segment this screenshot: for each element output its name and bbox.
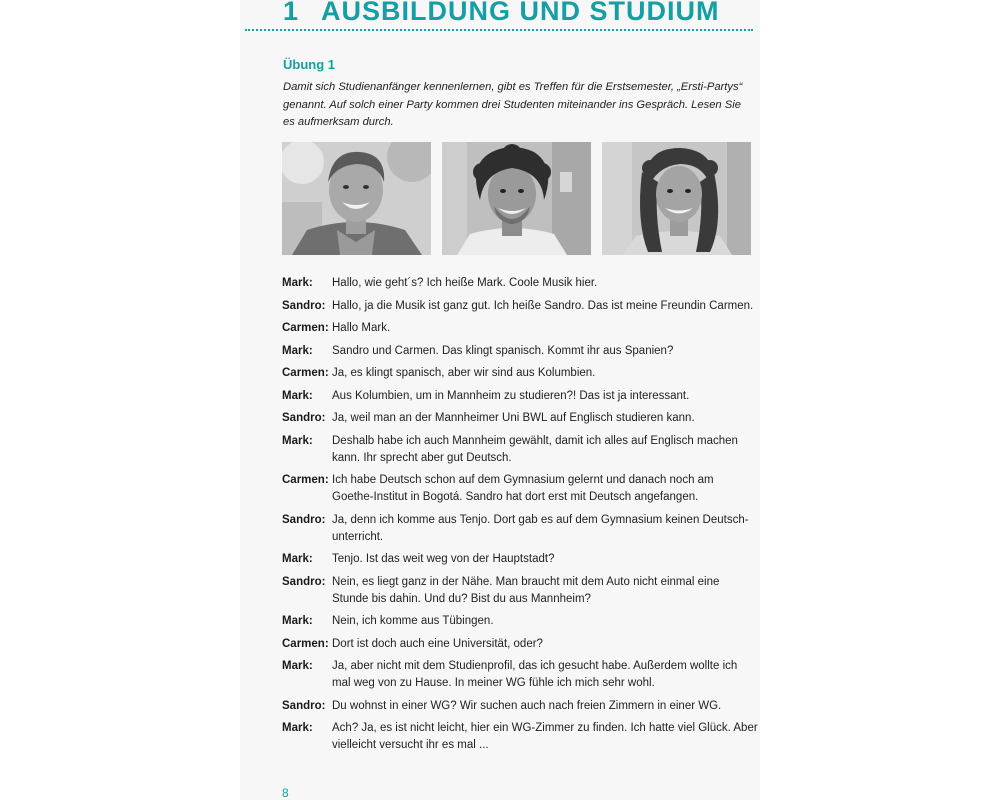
speaker-name: Mark: xyxy=(282,389,313,402)
speaker-name: Sandro: xyxy=(282,699,326,712)
dialogue-text: Nein, ich komme aus Tübingen. xyxy=(332,615,494,627)
dialogue-text: Hallo, ja die Musik ist ganz gut. Ich heiße Sandro. Das ist meine Freundin Carmen. xyxy=(332,299,754,312)
photo-mark xyxy=(282,142,431,255)
speaker-name: Mark: xyxy=(282,434,313,447)
dialogue-line xyxy=(282,658,758,692)
dialogue-line xyxy=(282,275,758,292)
dialogue-text: Hallo, wie geht´s? Ich heiße Mark. Coole Musik hier. xyxy=(332,277,598,289)
dialogue-text: Ja, aber nicht mit dem Studienprofil, das ich gesucht habe. Außerdem wollte ich mal weg von zu Hause. In meiner WG fühle ich mich sehr wohl. xyxy=(332,660,738,689)
speaker-name: Mark: xyxy=(282,277,313,289)
dotted-divider xyxy=(245,29,753,31)
dialogue-line xyxy=(282,433,758,467)
dialogue-line xyxy=(282,613,758,630)
speaker-name: Sandro: xyxy=(282,513,326,526)
speaker-name: Mark: xyxy=(282,553,313,565)
dialogue-text: Aus Kolumbien, um in Mannheim zu studieren?! Das ist ja interessant. xyxy=(332,389,690,402)
dialogue-line xyxy=(282,720,758,754)
exercise-title: Übung 1 xyxy=(283,57,335,72)
speaker-name: Sandro: xyxy=(282,412,326,424)
photo-row xyxy=(282,142,752,255)
dialogue-line xyxy=(282,698,758,715)
dialogue-line xyxy=(282,388,758,405)
speaker-name: Carmen: xyxy=(282,474,329,486)
speaker-name: Mark: xyxy=(282,344,313,357)
dialogue-line xyxy=(282,365,758,382)
photo-carmen xyxy=(602,142,751,255)
dialogue-line xyxy=(282,298,758,315)
dialogue-text: Nein, es liegt ganz in der Nähe. Man braucht mit dem Auto nicht einmal eine Stunde bis dahin. Und du? Bist du aus Mannheim? xyxy=(332,575,720,605)
dialogue-text: Tenjo. Ist das weit weg von der Hauptstadt? xyxy=(332,553,555,565)
speaker-name: Mark: xyxy=(282,615,313,627)
dialogue-line xyxy=(282,343,758,360)
dialogue-line xyxy=(282,636,758,653)
speaker-name: Sandro: xyxy=(282,299,326,312)
dialogue-line xyxy=(282,410,758,427)
dialogue xyxy=(282,275,758,760)
dialogue-text: Deshalb habe ich auch Mannheim gewählt, damit ich alles auf Englisch machen kann. Ihr sprecht aber gut Deutsch. xyxy=(332,434,738,464)
speaker-name: Mark: xyxy=(282,722,313,734)
chapter-title: AUSBILDUNG UND STUDIUM xyxy=(321,0,720,26)
exercise-instructions: Damit sich Studienanfänger kennenlernen, gibt es Treffen für die Erstsemester, „Ersti-Partys“ genannt. Auf solch einer Party kommen drei Studenten miteinander ins Gespräch. Lesen Sie es aufmerksam durch. xyxy=(283,81,743,128)
dialogue-line xyxy=(282,574,758,608)
dialogue-text: Ach? Ja, es ist nicht leicht, hier ein WG-Zimmer zu finden. Ich hatte viel Glück. Aber vielleicht versucht ihr es mal ... xyxy=(332,722,758,751)
speaker-name: Sandro: xyxy=(282,575,326,588)
dialogue-text: Sandro und Carmen. Das klingt spanisch. Kommt ihr aus Spanien? xyxy=(332,344,674,357)
speaker-name: Mark: xyxy=(282,660,313,672)
dialogue-line xyxy=(282,320,758,337)
dialogue-text: Ja, weil man an der Mannheimer Uni BWL auf Englisch studieren kann. xyxy=(332,412,695,424)
chapter-heading xyxy=(283,0,753,28)
speaker-name: Carmen: xyxy=(282,367,329,379)
dialogue-text: Dort ist doch auch eine Universität, oder? xyxy=(332,637,543,650)
page-number: 8 xyxy=(282,786,289,800)
photo-sandro xyxy=(442,142,591,255)
dialogue-text: Ich habe Deutsch schon auf dem Gymnasium gelernt und danach noch am Goethe-Institut in Bogotá. Sandro hat dort erst mit Deutsch angefangen. xyxy=(332,474,714,503)
speaker-name: Carmen: xyxy=(282,637,329,650)
dialogue-line xyxy=(282,512,758,546)
chapter-number: 1 xyxy=(283,0,300,26)
dialogue-text: Hallo Mark. xyxy=(332,322,391,334)
dialogue-text: Du wohnst in einer WG? Wir suchen auch nach freien Zimmern in einer WG. xyxy=(332,699,722,712)
dialogue-line xyxy=(282,472,758,506)
dialogue-text: Ja, es klingt spanisch, aber wir sind aus Kolumbien. xyxy=(332,367,596,379)
dialogue-text: Ja, denn ich komme aus Tenjo. Dort gab es auf dem Gymnasium keinen Deutsch-unterricht. xyxy=(332,513,749,543)
dialogue-line xyxy=(282,551,758,568)
speaker-name: Carmen: xyxy=(282,322,329,334)
